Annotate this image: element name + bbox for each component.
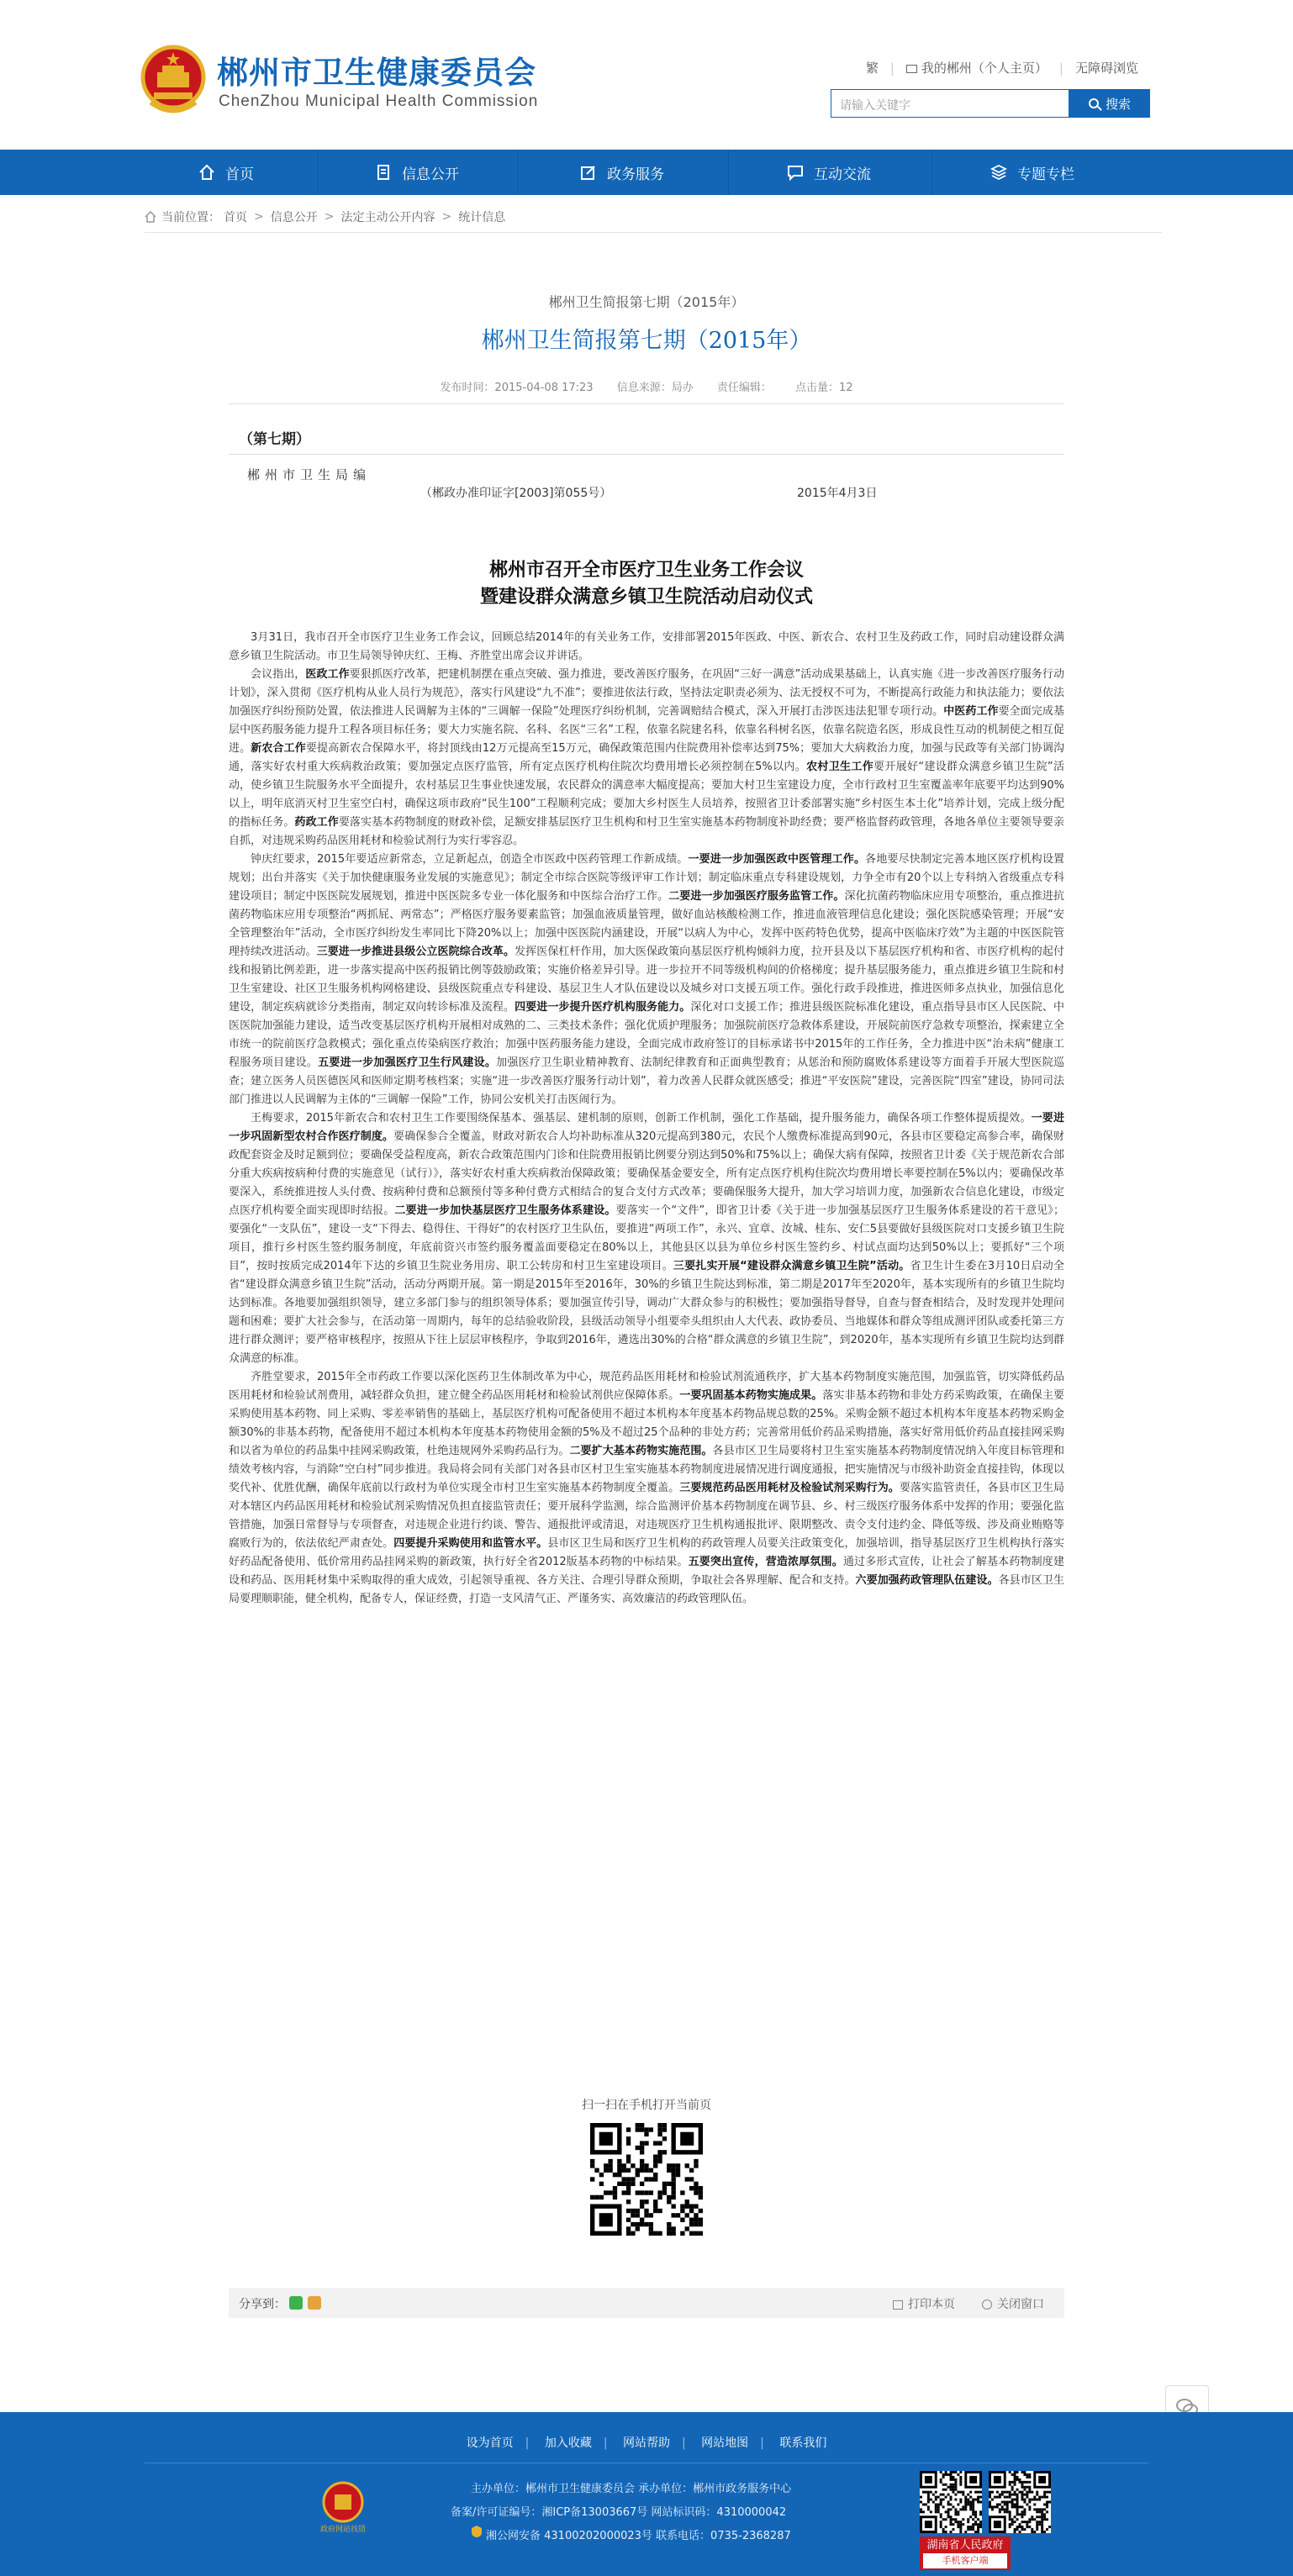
paragraph-heading: 五要突出宣传，营造浓厚氛围。 (688, 1556, 843, 1568)
traditional-chinese-link[interactable]: 繁 (865, 61, 879, 76)
search-button-label: 搜索 (1105, 96, 1131, 112)
report-title-line: 暨建设群众满意乡镇卫生院活动启动仪式 (479, 586, 813, 608)
hunan-gov-app-link[interactable] (920, 2536, 1011, 2570)
article-subtitle: 郴州卫生简报第七期（2015年） (548, 294, 745, 310)
paragraph-text: 要确保参合全覆盖，财政对新农合人均补助标准从320元提高到380元，农民个人缴费标准提高到90元，各县市区要稳定高参合率，确保财政配套资金及时足额到位；要确保受益程度高，新农合政策范围内门诊和住院费用报销比例要分别达到50%和75%以上；确保大病有保障，按照省卫计委《关于规范新农合部分重大疾病按病种付费的实施意见（试行）》，落实好农村重大疾病救治保障政策；要确保基金要安全，所有定点医疗机构住院次均费用增长率要控制在5%以内；要确保改革要深入，系统推进按人头付费、按病种付费和总额预付等多种付费方式相结合的复合支付方式改革；要确保服务大提升，加大学习培训力度，加强新农合信息化建设，市级定点医疗机构要全面实现即时结报。 (229, 1130, 1064, 1217)
paragraph-text: 各县市区卫生局要理顺职能，健全机构，配备专人，保证经费，打造一支风清气正、严谨务实、高效廉洁的药政管理队伍。 (229, 1574, 1064, 1605)
share-bar (229, 2288, 1064, 2318)
paragraph-heading: 三要规范药品医用耗材及检验试剂采购行为。 (679, 1482, 900, 1494)
qr-code (590, 2123, 703, 2236)
article-paragraph (229, 1109, 1064, 1368)
article-paragraph (229, 666, 1064, 851)
printer-icon (893, 2300, 903, 2310)
footer-qr-code (920, 2471, 982, 2533)
nav-label: 首页 (225, 166, 254, 183)
footer-link-separator: | (603, 2436, 608, 2450)
responsible-editor: 责任编辑： (716, 382, 772, 394)
site-header (0, 0, 1293, 150)
paragraph-heading: 一要进一步加强医政中医管理工作。 (688, 853, 866, 866)
search-icon (1089, 98, 1099, 108)
breadcrumb-item[interactable]: 统计信息 (458, 211, 506, 224)
nav-label: 专题专栏 (1017, 166, 1074, 183)
footer-qr-code (989, 2471, 1051, 2533)
paragraph-text: 要狠抓医疗改革，把建机制摆在重点突破、强力推进，要改善医疗服务，在巩固“三好一满意”活动成果基础上，认真实施《进一步改善医疗服务行动计划》，深入贯彻《医疗机构从业人员行为规范》，落实行风建设“九不准”；要推进依法行政，坚持法定职责必须为、法无授权不可为，不断提高行政能力和执法能力；要依法加强医疗纠纷预防处置，依法推进人民调解为主体的“三调解一保险”处理医疗纠纷机制，完善调赔结合模式，深入开展打击涉医违法犯罪专项行动。 (229, 668, 1064, 718)
paragraph-text: 县市区卫生局和医疗卫生机构的药政管理人员要关注政策变化，加强培训，指导基层医疗卫生机构执行落实好药品配备使用、低价常用药品挂网采购的新政策，执行好全省2012版基本药物的中标结果。 (229, 1537, 1064, 1568)
paragraph-text: 发挥医保杠杆作用，加大医保政策向基层医疗机构倾斜力度，拉开县及以下基层医疗机构和省、市医疗机构的起付线和报销比例差距，进一步落实提高中医药报销比例等鼓励政策；实施价格差异引导。进一步拉开不同等级机构间的价格梯度；提升基层服务能力，重点推进乡镇卫生院和村卫生室建设、社区卫生服务机构网格建设、县级医院重点专科建设、基层卫生人才队伍建设以及城乡对口支援五项工作。强化行政手段推进，推进医师多点执业，加强信息化建设，制定疾病就诊分类指南，制定双向转诊标准及流程。 (229, 946, 1064, 1014)
paragraph-text: 钟庆红要求，2015年要适应新常态，立足新起点，创造全市医政中医药管理工作新成绩。 (251, 853, 689, 866)
doc-date: 2015年4月3日 (797, 487, 878, 500)
print-button[interactable] (893, 2295, 955, 2312)
paragraph-heading: 二要进一步加强医疗服务监管工作。 (668, 890, 845, 903)
paragraph-text: 会议指出， (251, 668, 306, 681)
national-emblem-icon[interactable] (139, 44, 208, 116)
document-icon (375, 164, 392, 181)
breadcrumb-separator: > (254, 210, 264, 224)
nav-divider (931, 150, 932, 195)
my-chenzhou-link[interactable] (895, 59, 1059, 76)
paragraph-heading: 一要巩固基本药物实施成果。 (679, 1389, 823, 1402)
divider (145, 232, 1162, 233)
wechat-share-icon[interactable] (289, 2296, 303, 2310)
article-paragraph (229, 629, 1064, 666)
footer-link-sitemap[interactable]: 网站地图 (701, 2436, 749, 2450)
layers-icon (990, 164, 1007, 181)
article-paragraph (229, 1368, 1064, 1609)
info-source: 信息来源：局办 (616, 382, 694, 394)
close-label: 关闭窗口 (997, 2298, 1044, 2311)
publish-time: 发布时间：2015-04-08 17:23 (440, 382, 594, 394)
paragraph-heading: 五要进一步加强医疗卫生行风建设。 (318, 1056, 497, 1069)
paragraph-heading: 新农合工作 (251, 742, 306, 755)
top-link-separator: | (889, 60, 895, 76)
paragraph-text: 落实非基本药物和非处方药采购政策，在确保主要采购使用基本药物、同上采购、零差率销售的基础上，基层医疗机构可配备使用不超过本机构本年度基本药物品规总数的25%。采购金额不超过本机构本年度基本药物采购金额30%的非基本药物，配备使用不超过本机构本年度基本药物使用金额的5%及不超过25个品种的非处方药；完善常用低价药品采购措施，落实好常用低价药品直接挂网采购和以省为单位的药品集中挂网采购政策，杜绝违规网外采购药品行为。 (229, 1389, 1064, 1457)
paragraph-heading: 四要提升采购使用和监管水平。 (393, 1537, 548, 1550)
nav-item-info-disclosure[interactable] (375, 150, 459, 195)
home-icon (145, 211, 156, 223)
qr-label: 扫一扫在手机打开当前页 (582, 2099, 711, 2112)
paragraph-text: 各县市区卫生局要将村卫生室实施基本药物制度情况纳入年度目标管理和绩效考核内容，与消除“空白村”同步推进。我局将会同有关部门对各县市区村卫生室实施基本药物制度进展情况进行调度通报，把实施情况与市级补助资金直接挂钩，体现以奖代补、优胜优酬，确保年底前以行政村为单位实现全市村卫生室实施基本药物制度全覆盖。 (229, 1445, 1064, 1494)
paragraph-text: 要全面完成基层中医药服务能力提升工程各项目标任务；要大力实施名院、名科、名医“三名”工程，依靠名院建名科，依靠名科树名医，依靠名院造名医，形成良性互动的机制使之相互促进。 (229, 705, 1064, 755)
breadcrumb-separator: > (441, 210, 452, 224)
paragraph-text: 深化抗菌药物临床应用专项整治，重点推进抗菌药物临床应用专项整治“两抓屁、两常态”；严格医疗服务要素监管；加强血液质量管理，做好血站核酸检测工作，推进血液管理信息化建设；强化医院感染管理；开展“安全管理整治年”活动，全市医疗纠纷发生率同比下降20%以上；加强中医医院内涵建设，开展“以病人为中心，发挥中医药特色优势，提高中医临床疗效”为主题的中医医院管理持续改进活动。 (229, 890, 1064, 958)
police-badge-icon (471, 2525, 483, 2538)
paragraph-text: 深化对口支援工作；推进县级医院标准化建设，重点指导县市区人民医院、中医医院加强能力建设，适当改变基层医疗机构开展相对成熟的二、三类技术条件；强化优质护理服务；加强院前医疗急救体系建设，开展院前医疗急救专项整治，探索建立全市统一的院前医疗急救模式；强化重点传染病医疗救治；加强中医药服务能力建设，全面完成市政府签订的目标承诺书中2015年的工作任务，全力推进中医“治未病”健康工程服务项目建设。 (229, 1001, 1064, 1069)
province-line2: 手机客户端 (923, 2553, 1007, 2568)
footer-police: 湘公网安备 43100202000023号 联系电话：0735-2368287 (486, 2530, 791, 2542)
top-links (854, 59, 1150, 76)
footer-link-favorite[interactable]: 加入收藏 (544, 2436, 592, 2450)
doc-editor: 郴州市卫生局编 (247, 467, 372, 482)
nav-label: 信息公开 (402, 166, 459, 183)
nav-divider (518, 150, 519, 195)
search-input[interactable]: 请输入关键字 (831, 89, 1069, 118)
footer-icp: 备案/许可证编号：湘ICP备13003667号 网站标识码：4310000042 (451, 2506, 787, 2519)
article-paragraph (229, 851, 1064, 1109)
search-button[interactable] (1069, 89, 1150, 118)
paragraph-heading: 二要进一步加快基层医疗卫生服务体系建设。 (394, 1204, 616, 1217)
paragraph-heading: 三要扎实开展“建设群众满意乡镇卫生院”活动。 (673, 1260, 910, 1272)
paragraph-text: 要落实监管责任，各县市区卫生局对本辖区内药品医用耗材和检验试剂采购情况负担直接监管责任；要开展科学监测，综合监测评价基本药物制度在调节县、乡、村三级医疗服务体系中发挥的作用；要强化监管措施，加强日常督导与专项督查，对违规企业进行约谈、警告、通报批评或清退，对违规医疗卫生机构通报批评、限期整改、责令支付违约金、降低等级、涉及商业贿赂等腐败行为的，依法依纪严肃查处。 (229, 1482, 1064, 1550)
article-body (229, 629, 1064, 1609)
paragraph-text: 要提高新农合保障水平，将封顶线由12万元提高至15万元，确保政策范围内住院费用补偿率达到75%；要加大大病救治力度，加强与民政等有关部门协调沟通，落实好农村重大疾病救治政策；要加强定点医疗监管，所有定点医疗机构住院次均费用增长必须控制在5%以内。 (229, 742, 1064, 773)
divider (229, 403, 1064, 404)
paragraph-text: 3月31日，我市召开全市医疗卫生业务工作会议，回顾总结2014年的有关业务工作，安排部署2015年医政、中医、新农合、农村卫生及药政工作，同时启动建设群众满意乡镇卫生院活动。市卫生局领导钟庆红、王梅、齐胜堂出席会议并讲话。 (229, 631, 1064, 662)
share-label: 分享到： (239, 2298, 286, 2311)
paragraph-heading: 四要进一步提升医疗机构服务能力。 (515, 1001, 691, 1014)
home-icon (198, 164, 215, 181)
nav-divider (318, 150, 319, 195)
paragraph-heading: 三要进一步推进县级公立医院综合改革。 (316, 946, 515, 958)
paragraph-heading: 一要进一步巩固新型农村合作医疗制度。 (229, 1112, 1064, 1143)
article-meta (0, 378, 1293, 394)
accessibility-link[interactable]: 无障碍浏览 (1074, 61, 1138, 76)
breadcrumb-current-label: 当前位置： (161, 211, 220, 224)
breadcrumb-item[interactable]: 首页 (224, 211, 247, 224)
paragraph-text: 要开展好“建设群众满意乡镇卫生院”活动，使乡镇卫生院服务水平全面提升，农村基层卫生事业快速发展，农民群众的满意率大幅度提高；要加大村卫生室建设力度，全市行政村卫生室覆盖率年底要平均达到90%以上，明年底消灭村卫生室空白村，确保这项市政府“民生100”工程顺利完成；要加大乡村医生人员培养，按照省卫计委部署实施“乡村医生本土化”培养计划，完成上级分配的指标任务。 (229, 761, 1064, 829)
footer-link-separator: | (682, 2436, 686, 2450)
chat-icon (787, 164, 804, 181)
nav-item-special-topics[interactable] (990, 150, 1074, 195)
report-title (0, 556, 1293, 610)
footer-link-help[interactable]: 网站帮助 (623, 2436, 670, 2450)
paragraph-text: 通过多形式宣传，让社会了解基本药物制度建设和药品、医用耗材集中采购取得的重大成效，引起领导重视、各方关注、合理引导群众预期，争取社会各界理解、配合和支持。 (229, 1556, 1064, 1587)
badge-icon (322, 2481, 364, 2523)
paragraph-heading: 农村卫生工作 (806, 761, 874, 773)
breadcrumb (145, 205, 1162, 229)
breadcrumb-item[interactable]: 法定主动公开内容 (340, 211, 435, 224)
paragraph-text: 要落实一个“文件”，即省卫计委《关于进一步加强基层医疗卫生服务体系建设的若干意见》；要强化“一支队伍”，建设一支“下得去、稳得住、干得好”的农村医疗卫生队伍，要推进“两项工作”，永兴、宜章、汝城、桂东、安仁5县要做好县级医院对口支援乡镇卫生院项目，推行乡村医生签约服务制度，年底前资兴市签约服务覆盖面要稳定在80%以上，其他县区以县为单位乡村医生签约乡、村试点面均达到50%以上；要抓好“三个项目”，按时按质完成2014年下达的乡镇卫生院业务用房、职工公转房和村卫生室建设项目。 (229, 1204, 1064, 1272)
footer-link-set-homepage[interactable]: 设为首页 (466, 2436, 514, 2450)
breadcrumb-item[interactable]: 信息公开 (270, 211, 318, 224)
paragraph-text: 省卫生计生委在3月10日启动全省“建设群众满意乡镇卫生院”活动，活动分两期开展。第一期是2015年至2016年，30%的乡镇卫生院达到标准，第二期是2017年至2020年，基本实现所有的乡镇卫生院均达到标准。各地要加强组织领导，建立多部门参与的组织领导体系；要加强宣传引导，调动广大群众参与的积极性；要加强指导督导，自查与督查相结合，及时发现并处理问题和困难；要扩大社会参与，在活动第一周期内，每年的总结验收阶段，县级活动领导小组要牵头组织由人大代表、政协委员、当地媒体和群众等组成测评团队或委托第三方进行群众测评；要严格审核程序，按照从下往上层层审核程序，争取到2016年，遴选出30%的合格“群众满意的乡镇卫生院”，到2020年，基本实现所有乡镇卫生院均达到群众满意的标准。 (229, 1260, 1064, 1365)
paragraph-text: 加强医疗卫生职业精神教育、法制纪律教育和正面典型教育；从惩治和预防腐败体系建设等方面着手开展大型医院巡查；建立医务人员医德医风和医师定期考核档案；实施“进一步改善医疗服务行动计划”，着力改善人民群众就医感受；推进“平安医院”建设，完善医院“四室”建设，协同司法部门推进以人民调解为主体的“三调解一保险”工作，协同公安机关打击医闹行为。 (229, 1056, 1064, 1106)
nav-divider (728, 150, 729, 195)
paragraph-heading: 药政工作 (294, 816, 339, 829)
edit-icon (580, 164, 597, 181)
badge-label: 政府网站找错 (319, 2526, 366, 2534)
paragraph-text: 要落实基本药物制度的财政补偿，足额安排基层医疗卫生机构和村卫生室实施基本药物制度补助经费；要严格监督药政管理，各地各单位主要领导要亲自抓，对违规采购药品医用耗材和检验试剂行为实行零容忍。 (229, 816, 1064, 847)
paragraph-text: 齐胜堂要求，2015年全市药政工作要以深化医药卫生体制改革为中心，规范药品医用耗材和检验试剂流通秩序，扩大基本药物制度实施范围，加强监管，切实降低药品医用耗材和检验试剂费用，减轻群众负担，建立健全药品医用耗材和检验试剂供应保障体系。 (229, 1371, 1064, 1402)
weibo-share-icon[interactable] (308, 2296, 321, 2310)
breadcrumb-separator: > (324, 210, 335, 224)
close-window-button[interactable] (982, 2295, 1044, 2312)
nav-item-government-services[interactable] (580, 150, 664, 195)
gov-error-report-badge[interactable] (319, 2481, 366, 2536)
report-title-line: 郴州市召开全市医疗卫生业务工作会议 (488, 559, 804, 581)
top-link-separator: | (1058, 60, 1063, 76)
footer-link-separator: | (760, 2436, 764, 2450)
footer-links (0, 2434, 1293, 2451)
article-title: 郴州卫生简报第七期（2015年） (481, 328, 812, 354)
paragraph-text: 王梅要求，2015年新农合和农村卫生工作要围绕保基本、强基层、建机制的原则，创新工作机制，强化工作基础，提升服务能力，确保各项工作整体提质提效。 (251, 1112, 1032, 1125)
paragraph-text: 各地要尽快制定完善本地区医疗机构设置规划；出台并落实《关于加快健康服务业发展的实施意见》；制定全市综合医院等级评审工作计划；制定临床重点专科建设规划，力争全市有20个以上专科纳入省级重点专科建设项目；制定中医医院发展规划，推进中医医院多专业一体化服务和中医综合治疗工作。 (229, 853, 1064, 903)
paragraph-heading: 二要扩大基本药物实施范围。 (569, 1445, 713, 1457)
click-count: 点击量：12 (795, 382, 853, 394)
paragraph-heading: 六要加强药政管理队伍建设。 (855, 1574, 999, 1587)
monitor-icon (906, 65, 917, 73)
footer-sponsor: 主办单位：郴州市卫生健康委员会 承办单位：郴州市政务服务中心 (471, 2483, 792, 2495)
footer-link-separator: | (525, 2436, 530, 2450)
close-icon (982, 2299, 992, 2310)
issue-number: （第七期） (239, 431, 310, 448)
nav-label: 政务服务 (607, 166, 664, 183)
province-line1: 湖南省人民政府 (926, 2539, 1004, 2552)
paragraph-heading: 中医药工作 (943, 705, 999, 718)
site-footer (0, 2412, 1293, 2576)
main-nav (0, 150, 1293, 195)
footer-link-contact[interactable]: 联系我们 (779, 2436, 827, 2450)
site-title[interactable]: 郴州市卫生健康委员会 (217, 55, 536, 91)
nav-item-home[interactable] (198, 150, 254, 195)
nav-label: 互动交流 (814, 166, 871, 183)
print-label: 打印本页 (908, 2298, 955, 2311)
paragraph-heading: 医政工作 (305, 668, 350, 681)
site-subtitle-en: ChenZhou Municipal Health Commission (219, 92, 539, 110)
nav-item-interaction[interactable] (787, 150, 871, 195)
divider (229, 454, 1064, 455)
my-chenzhou-label: 我的郴州（个人主页） (921, 61, 1048, 76)
doc-permit: （郴政办准印证字[2003]第055号） (420, 487, 612, 500)
